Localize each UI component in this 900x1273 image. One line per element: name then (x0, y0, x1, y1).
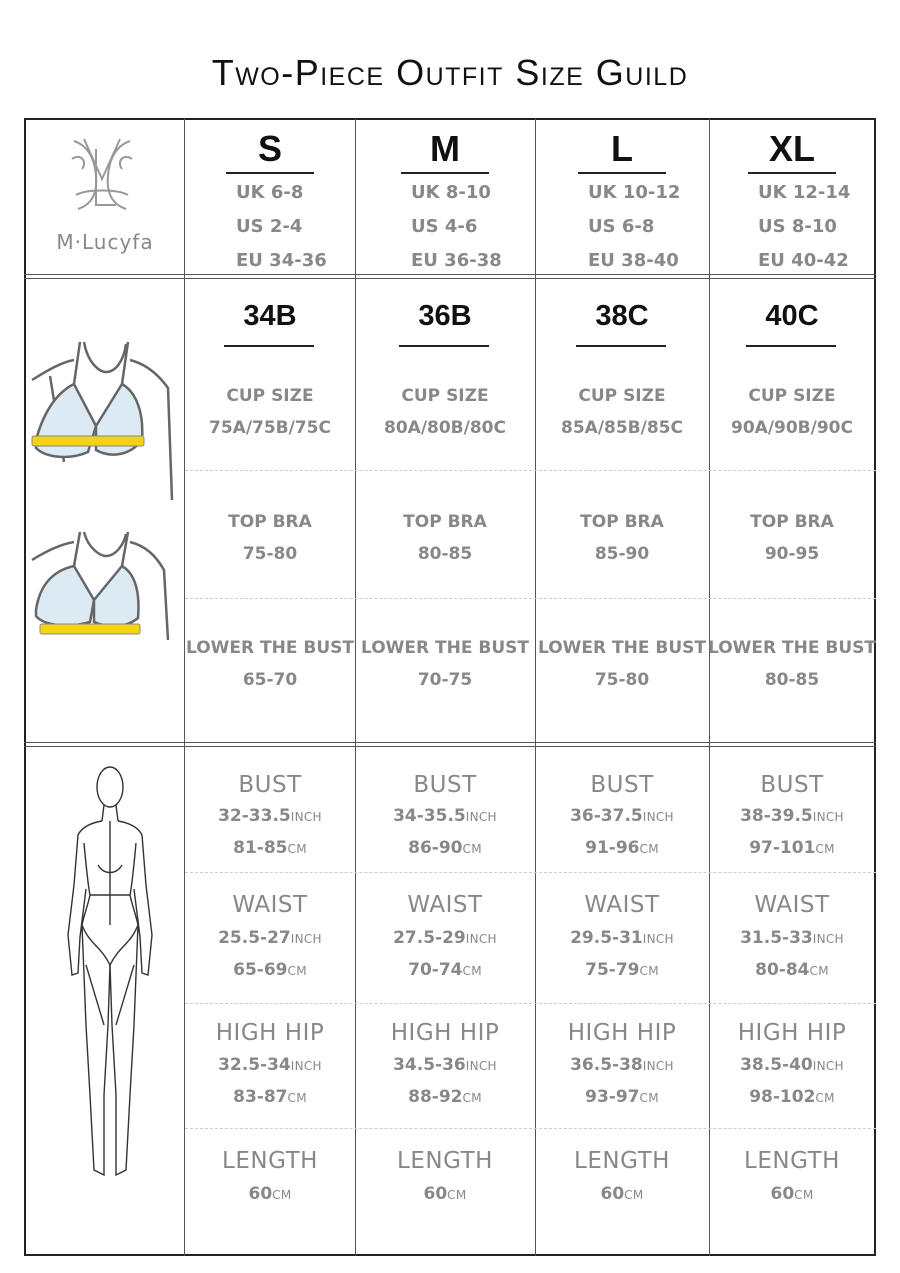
bust-inch-value: 38-39.5INCH (740, 806, 844, 826)
high-hip-label: HIGH HIP (215, 1020, 325, 1046)
waist-inch-value: 31.5-33INCH (740, 928, 844, 948)
cup-size-label: CUP SIZE (226, 386, 314, 406)
bust-cm-value: 81-85CM (233, 838, 307, 858)
waist-inch-value: 27.5-29INCH (393, 928, 497, 948)
high-hip-inch-value: 38.5-40INCH (740, 1055, 844, 1075)
length-label: LENGTH (574, 1148, 670, 1174)
bra-band-size: 36B (418, 300, 472, 332)
size-label-underline (401, 172, 489, 174)
brand-name: M·Lucyfa (56, 230, 154, 254)
row-divider (24, 742, 876, 743)
high-hip-inch-value: 36.5-38INCH (570, 1055, 674, 1075)
length-cm-value: 60CM (248, 1184, 292, 1204)
length-cm-value: 60CM (423, 1184, 467, 1204)
high-hip-cm-value: 83-87CM (233, 1087, 307, 1107)
high-hip-inch-value: 34.5-36INCH (393, 1055, 497, 1075)
size-label: S (257, 128, 282, 169)
cup-size-value: 75A/75B/75C (209, 418, 331, 438)
size-label: L (611, 128, 633, 169)
column-divider (355, 118, 356, 1256)
top-bra-label: TOP BRA (403, 512, 487, 532)
bust-inch-value: 32-33.5INCH (218, 806, 322, 826)
size-label-underline (578, 172, 666, 174)
body-figure-icon (60, 765, 160, 1185)
length-label: LENGTH (397, 1148, 493, 1174)
cup-size-label: CUP SIZE (578, 386, 666, 406)
region-sizes: UK 10-12 US 6-8 EU 38-40 (588, 182, 681, 271)
top-bra-label: TOP BRA (228, 512, 312, 532)
high-hip-label: HIGH HIP (737, 1020, 847, 1046)
row-divider (24, 746, 876, 747)
bra-underbust-measure-icon (30, 530, 178, 680)
region-sizes: UK 12-14 US 8-10 EU 40-42 (758, 182, 851, 271)
waist-cm-value: 80-84CM (755, 960, 829, 980)
bra-band-size: 38C (595, 300, 649, 332)
top-bra-value: 75-80 (242, 544, 298, 564)
bra-band-underline (576, 345, 666, 347)
lower-bust-value: 80-85 (764, 670, 820, 690)
sub-row-divider (185, 598, 876, 599)
bra-bust-measure-icon (30, 340, 178, 508)
waist-cm-value: 75-79CM (585, 960, 659, 980)
top-bra-value: 80-85 (417, 544, 473, 564)
bust-label: BUST (413, 772, 477, 798)
high-hip-label: HIGH HIP (390, 1020, 500, 1046)
bust-inch-value: 34-35.5INCH (393, 806, 497, 826)
bust-label: BUST (760, 772, 824, 798)
length-label: LENGTH (744, 1148, 840, 1174)
cup-size-label: CUP SIZE (748, 386, 836, 406)
lower-bust-value: 75-80 (594, 670, 650, 690)
lower-bust-label: LOWER THE BUST (707, 638, 876, 658)
top-bra-value: 90-95 (764, 544, 820, 564)
brand-monogram-icon (66, 135, 138, 215)
region-sizes: UK 8-10 US 4-6 EU 36-38 (411, 182, 502, 271)
size-label-underline (748, 172, 836, 174)
sub-row-divider (185, 872, 876, 873)
top-bra-label: TOP BRA (580, 512, 664, 532)
high-hip-cm-value: 98-102CM (749, 1087, 835, 1107)
top-bra-value: 85-90 (594, 544, 650, 564)
column-divider (535, 118, 536, 1256)
bust-cm-value: 97-101CM (749, 838, 835, 858)
sub-row-divider (185, 1128, 876, 1129)
lower-bust-label: LOWER THE BUST (360, 638, 529, 658)
waist-label: WAIST (584, 892, 660, 918)
size-label: XL (768, 128, 815, 169)
waist-label: WAIST (754, 892, 830, 918)
bra-band-size: 34B (243, 300, 297, 332)
waist-cm-value: 65-69CM (233, 960, 307, 980)
length-label: LENGTH (222, 1148, 318, 1174)
high-hip-inch-value: 32.5-34INCH (218, 1055, 322, 1075)
waist-cm-value: 70-74CM (408, 960, 482, 980)
cup-size-value: 80A/80B/80C (384, 418, 506, 438)
lower-bust-value: 70-75 (417, 670, 473, 690)
row-divider (24, 278, 876, 279)
bust-inch-value: 36-37.5INCH (570, 806, 674, 826)
sub-row-divider (185, 470, 876, 471)
waist-label: WAIST (407, 892, 483, 918)
high-hip-cm-value: 88-92CM (408, 1087, 482, 1107)
cup-size-value: 85A/85B/85C (561, 418, 683, 438)
lower-bust-label: LOWER THE BUST (537, 638, 706, 658)
waist-label: WAIST (232, 892, 308, 918)
length-cm-value: 60CM (770, 1184, 814, 1204)
lower-bust-label: LOWER THE BUST (185, 638, 354, 658)
region-sizes: UK 6-8 US 2-4 EU 34-36 (236, 182, 327, 271)
bra-band-underline (224, 345, 314, 347)
lower-bust-value: 65-70 (242, 670, 298, 690)
top-bra-label: TOP BRA (750, 512, 834, 532)
size-label-underline (226, 172, 314, 174)
bra-band-size: 40C (765, 300, 819, 332)
page-title: Two-Piece Outfit Size Guild (211, 52, 689, 93)
bra-band-underline (746, 345, 836, 347)
high-hip-label: HIGH HIP (567, 1020, 677, 1046)
cup-size-value: 90A/90B/90C (731, 418, 853, 438)
waist-inch-value: 29.5-31INCH (570, 928, 674, 948)
bust-cm-value: 91-96CM (585, 838, 659, 858)
bra-band-underline (399, 345, 489, 347)
bust-cm-value: 86-90CM (408, 838, 482, 858)
cup-size-label: CUP SIZE (401, 386, 489, 406)
high-hip-cm-value: 93-97CM (585, 1087, 659, 1107)
bust-label: BUST (238, 772, 302, 798)
waist-inch-value: 25.5-27INCH (218, 928, 322, 948)
size-label: M (430, 128, 460, 169)
length-cm-value: 60CM (600, 1184, 644, 1204)
sub-row-divider (185, 1003, 876, 1004)
bust-label: BUST (590, 772, 654, 798)
